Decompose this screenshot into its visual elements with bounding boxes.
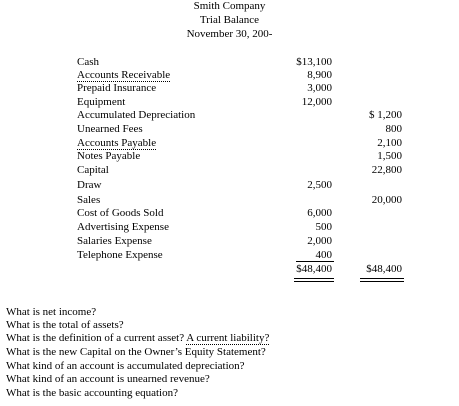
account-name: Capital bbox=[77, 164, 109, 176]
account-name: Prepaid Insurance bbox=[77, 82, 157, 94]
account-name: Equipment bbox=[77, 96, 126, 108]
question: What is the basic accounting equation? bbox=[6, 387, 178, 399]
account-name: Unearned Fees bbox=[77, 123, 143, 135]
question bbox=[6, 333, 269, 344]
statement-title: Trial Balance bbox=[199, 14, 260, 26]
totals-row bbox=[0, 264, 459, 278]
question-extra: A current liability? bbox=[186, 332, 270, 344]
table-row bbox=[0, 222, 459, 236]
account-name: Accounts Receivable bbox=[77, 69, 171, 81]
debit-total-double-rule bbox=[294, 278, 334, 282]
table-row bbox=[0, 57, 459, 71]
account-name: Cost of Goods Sold bbox=[77, 207, 164, 219]
debit-amount: 6,000 bbox=[307, 207, 332, 219]
table-row bbox=[0, 236, 459, 250]
account-name: Accounts Payable bbox=[77, 137, 157, 149]
table-row bbox=[0, 83, 459, 97]
account-name: Draw bbox=[77, 179, 102, 191]
credit-amount: 22,800 bbox=[371, 164, 402, 176]
debit-amount: 12,000 bbox=[301, 96, 332, 108]
company-name: Smith Company bbox=[193, 0, 266, 12]
debit-amount: 2,500 bbox=[307, 179, 332, 191]
credit-amount: $ 1,200 bbox=[369, 109, 402, 121]
debit-amount: 2,000 bbox=[307, 235, 332, 247]
debit-total: $48,400 bbox=[296, 263, 332, 275]
account-name: Accumulated Depreciation bbox=[77, 109, 196, 121]
question: What is net income? bbox=[6, 306, 97, 318]
credit-total-double-rule bbox=[360, 278, 404, 282]
table-row bbox=[0, 250, 459, 264]
question: What is the new Capital on the Owner’s Equity Statement? bbox=[6, 346, 266, 358]
question: What is the total of assets? bbox=[6, 319, 124, 331]
account-name: Notes Payable bbox=[77, 150, 141, 162]
table-row bbox=[0, 165, 459, 179]
account-name: Telephone Expense bbox=[77, 249, 163, 261]
table-row bbox=[0, 180, 459, 194]
debit-amount: 8,900 bbox=[307, 69, 332, 81]
account-name: Salaries Expense bbox=[77, 235, 152, 247]
table-row bbox=[0, 208, 459, 222]
account-name: Sales bbox=[77, 194, 101, 206]
debit-amount: 500 bbox=[315, 221, 332, 233]
debit-amount: 3,000 bbox=[307, 82, 332, 94]
table-row bbox=[0, 151, 459, 165]
table-row bbox=[0, 195, 459, 209]
statement-date: November 30, 200- bbox=[186, 28, 273, 40]
credit-amount: 2,100 bbox=[377, 137, 402, 149]
credit-amount: 800 bbox=[385, 123, 402, 135]
account-name: Cash bbox=[77, 56, 99, 68]
credit-amount: 1,500 bbox=[377, 150, 402, 162]
debit-subtotal-rule bbox=[296, 261, 334, 262]
credit-amount: 20,000 bbox=[371, 194, 402, 206]
table-row bbox=[0, 110, 459, 124]
account-name: Advertising Expense bbox=[77, 221, 169, 233]
debit-amount: 400 bbox=[300, 250, 332, 262]
credit-total: $48,400 bbox=[366, 263, 402, 275]
table-row bbox=[0, 70, 459, 84]
table-row bbox=[0, 124, 459, 138]
question-text: What is the definition of a current asset? bbox=[6, 332, 185, 344]
debit-amount: $13,100 bbox=[296, 56, 332, 68]
question: What kind of an account is accumulated depreciation? bbox=[6, 360, 245, 372]
question: What kind of an account is unearned revenue? bbox=[6, 373, 210, 385]
